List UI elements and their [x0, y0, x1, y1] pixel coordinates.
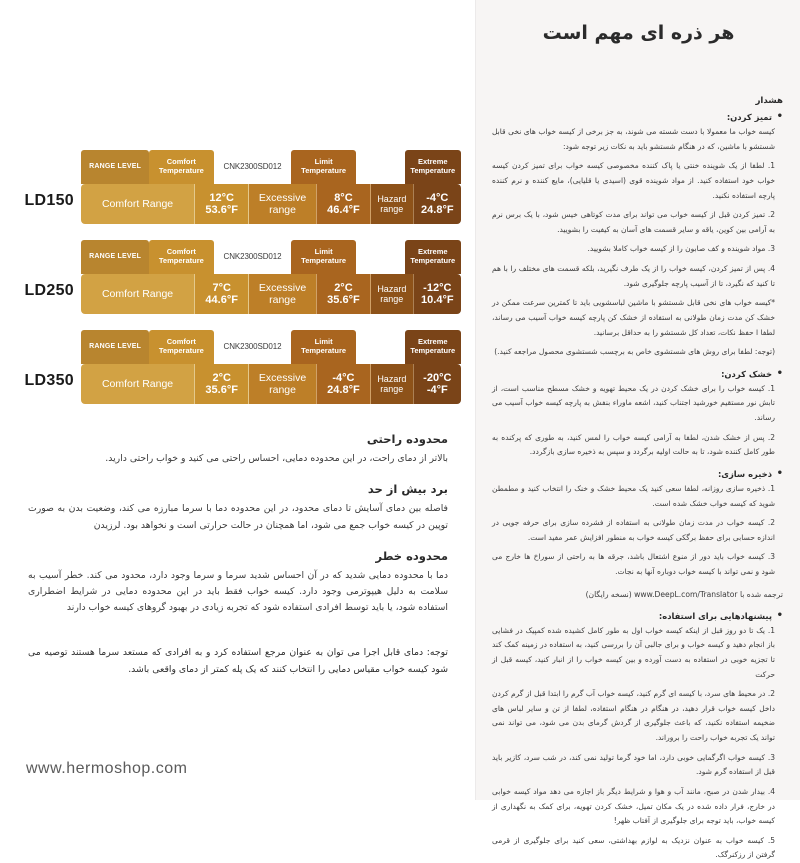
paragraph: 3. کیسه خواب باید دور از منوع اشتعال باشد، جرقه ها به راحتی از سوراخ ها خارج می شود و نمی تواند با کیسه خواب دوباره آنها به نجات. — [492, 552, 775, 576]
comfort-range-segment: Comfort Range — [81, 274, 194, 314]
hazard-range-segment: Hazard range — [371, 274, 413, 314]
section-body: بالاتر از دمای راحت، در این محدوده دمایی، احساس راحتی می کنید و خواب راحتی دارید. — [105, 453, 448, 464]
group-title: • خشک کردن: — [492, 369, 783, 379]
limit-celsius: 2°C — [334, 281, 353, 294]
section-hazard — [28, 549, 448, 617]
comfort-temperature-header: Comfort Temperature — [149, 240, 213, 274]
extreme-temperature-header: Extreme Temperature — [405, 150, 462, 184]
limit-celsius: 8°C — [334, 191, 353, 204]
translation-credit: ترجمه شده با www.DeepL.com/Translator (نسخه رایگان) — [585, 589, 783, 599]
chart-row — [0, 150, 461, 224]
extreme-celsius: -4°C — [426, 191, 449, 204]
paragraph: 1. یک تا دو روز قبل از اینکه کیسه خواب اول به طور کامل کشیده شده کمپیک در فشایی باز انجام دهید و کیسه خواب و برای جالبی آن را بررسی کنید، به استفاده در زمینه کمک کند تا تجزیه خوبی در استفاده به دست آورده و بین کیسه خواب را از انبار کنید، کیسه قبل از حرکت — [492, 625, 775, 679]
section-body: فاصله بین دمای آسایش تا دمای محدود، در این محدوده دما با سرما مبارزه می کند، وضعیت بدن به صورت توپین در کیسه خواب جمع می شود، اما همچنان در حالت حرارتی است و نخواهد بود. لرزیدن — [28, 503, 448, 531]
group-title: • پیشنهادهایی برای استفاده: — [492, 611, 783, 621]
extreme-temperature-value — [413, 364, 461, 404]
range-level-header: RANGE LEVEL — [81, 240, 149, 274]
paragraph: 2. در محیط های سرد، با کیسه ای گرم کنید، کیسه خواب آب گرم را ابتدا قبل از گرم کردن داخل کیسه خواب قرار دهید، در هنگام در هنگام استفاده، لطفا از تن و سایر لباس های ضخیمه استفاده نکنید، که باعث جلوگیری از گردش گرمای بدن می شود، می تواند نمی تواند یک تجربه خواب راحت را بروراند. — [492, 689, 775, 742]
comfort-fahrenheit: 44.6°F — [205, 294, 238, 306]
limit-temperature-header: Limit Temperature — [291, 240, 355, 274]
limit-temperature-value — [316, 274, 371, 314]
extreme-temperature-value — [413, 184, 461, 224]
paragraph: 2. پس از خشک شدن، لطفا به آرامی کیسه خواب را لمس کنید، به طوری که پرکنده به طور کامل کننده شود، تا به حالت اولیه برگردد و سپس به ذخیره سازی بازگردد. — [492, 432, 775, 457]
comfort-temperature-value — [194, 364, 249, 404]
section-excessive — [28, 482, 448, 534]
page-title: هر ذره ای مهم است — [542, 22, 735, 44]
bar-segments — [81, 364, 461, 404]
right-column — [475, 0, 800, 860]
paragraph: 1. کیسه خواب را برای خشک کردن در یک محیط تهویه و خشک مسطح مناسب است، از تابش نور مستقیم خورشید اجتناب کنید، اشعه ماوراء بنفش به پارچه کیسه خواب آسیب می رساند. — [492, 383, 775, 422]
extreme-temperature-header: Extreme Temperature — [405, 240, 462, 274]
paragraph: 4. بیدار شدن در صبح، مانند آب و هوا و شرایط دیگر باز اجازه می دهد مواد کیسه خوابی در خارج، فرار داده شده در یک مکان تمیل، خشک کردن تهویه، برای کمک به نگهداری از کیسه خواب، باید توجه برای جلوگیری از آفتاب ظهر! — [492, 786, 775, 826]
paragraph: *کیسه خواب های نخی قابل شستشو با ماشین لباسشویی باید تا کمترین سرعت ممکن در خشک کن مدت زمان طولانی به استفاده از خشک کن پارچه کیسه خواب آسیب می رساند، لطفا ا حفظ نکات، تعداد کل شستشو را به حداقل برسانید. — [492, 298, 775, 337]
extreme-celsius: -12°C — [423, 281, 452, 294]
comfort-temperature-value — [194, 274, 249, 314]
limit-temperature-value — [316, 184, 371, 224]
paragraph: کیسه خواب ما معمولا با دست شسته می شوند، به جز برخی از کیسه خواب های نخی قابل شستشو با ماشین، که در هنگام شستشو باید به نکات زیر توجه شود: — [492, 127, 775, 151]
limit-fahrenheit: 24.8°F — [327, 384, 360, 396]
hazard-range-segment: Hazard range — [371, 364, 413, 404]
paragraph: 3. کیسه خواب اگرگمایی خوبی دارد، اما خود گرما تولید نمی کند، در شب سرد، کازیر باید قبل از استفاده گرم شود. — [492, 752, 775, 777]
model-code-header: CNK2300SD012 — [214, 240, 292, 274]
group-storage — [492, 469, 783, 580]
excessive-range-segment: Excessive range — [249, 184, 316, 224]
paragraph: 1. ذخیره سازی روزانه، لطفا سعی کنید یک محیط خشک و خنک را انتخاب کنید و مطمطن شوید که کیسه خواب خشک شده است. — [492, 483, 775, 508]
limit-celsius: -4°C — [332, 371, 355, 384]
spacer-header — [356, 240, 405, 274]
group-cleaning — [492, 112, 783, 360]
bar-headers — [81, 330, 461, 364]
model-label: LD250 — [24, 282, 74, 299]
section-title: محدوده خطر — [375, 548, 448, 563]
comfort-celsius: 7°C — [212, 281, 231, 294]
bar-group — [81, 330, 461, 404]
comfort-temperature-value — [194, 184, 249, 224]
group-usage-tips — [492, 611, 783, 863]
paragraph: 2. کیسه خواب در مدت زمان طولانی به استفاده از فشرده سازی برای حرفه جویی در اندازه حسابی برای حفظ برگکی کیسه خواب به منطور افزایش عمر مفید است. — [492, 518, 775, 542]
paragraph: 2. تمیز کردن قبل از کیسه خواب می تواند برای مدت کوتاهی خیس شود، با یک برس نرم به آرامی بین کوین، یاقه و سایر قسمت های آسان به کیفیت را بشویید. — [492, 210, 775, 234]
chart-row — [0, 330, 461, 404]
excessive-range-segment: Excessive range — [249, 364, 316, 404]
limit-temperature-value — [316, 364, 371, 404]
comfort-range-segment: Comfort Range — [81, 364, 194, 404]
bar-group — [81, 150, 461, 224]
limit-fahrenheit: 46.4°F — [327, 204, 360, 216]
bar-segments — [81, 274, 461, 314]
paragraph: 1. لطفا از یک شوینده خنتی یا پاک کننده مخصوصی کیسه خواب برای تمیز کردن کیسه خواب خود استفاده کنید. از مواد شوینده قوی (اسیدی یا قلیایی)، مایع کننده و نرم کننده پارچه استفاده نکنید. — [492, 161, 775, 200]
excessive-range-segment: Excessive range — [249, 274, 316, 314]
care-instructions — [492, 96, 783, 863]
comfort-temperature-header: Comfort Temperature — [149, 150, 213, 184]
comfort-temperature-header: Comfort Temperature — [149, 330, 213, 364]
section-body: دما با محدوده دمایی شدید که در آن احساس شدید سرما و سرما وجود دارد، محدود می کند. خطر آسیب به سلامت به دلیل هیپوترمی وجود دارد. کیسه خواب فقط باید در این محدوده دمایی در شرایط اضطراری استفاده شود، یا باید توسط افرادی استفاده شود که تجربه زیادی در بهبود گروهای کیسه خواب دارند — [28, 569, 448, 614]
spacer-header — [356, 330, 405, 364]
group-title: • تمیز کردن: — [492, 112, 783, 122]
section-comfort — [28, 432, 448, 467]
range-level-header: RANGE LEVEL — [81, 330, 149, 364]
model-label: LD150 — [24, 192, 74, 209]
limit-fahrenheit: 35.6°F — [327, 294, 360, 306]
extreme-fahrenheit: 24.8°F — [421, 204, 454, 216]
bar-headers — [81, 150, 461, 184]
hazard-range-segment: Hazard range — [371, 184, 413, 224]
description-sections — [28, 432, 448, 632]
spacer-header — [356, 150, 405, 184]
website-url: www.hermoshop.com — [26, 760, 188, 777]
comfort-fahrenheit: 53.6°F — [205, 204, 238, 216]
model-label: LD350 — [24, 372, 74, 389]
extreme-fahrenheit: -4°F — [426, 384, 448, 396]
paragraph: 3. مواد شوینده و کف صابون را از کیسه خواب کاملا بشویید. — [587, 244, 775, 254]
extreme-temperature-value — [413, 274, 461, 314]
group-drying — [492, 369, 783, 460]
paragraph: 4. پس از تمیز کردن، کیسه خواب را از یک طرف نگیرید، بلکه قسمت های مختلف را با هم تا کنید که نگیرد، تا از آسیب پارچه جلوگیری شود. — [492, 264, 775, 288]
footnote: توجه: دمای قابل اجرا می توان به عنوان مرجع استفاده کرد و به افرادی که مستعد سرما هستند توصیه می شود کیسه خواب مقیاس دمایی را انتخاب کنند که یک پله کمتر از دمای واقعی باشد. — [28, 647, 448, 675]
extreme-fahrenheit: 10.4°F — [421, 294, 454, 306]
paragraph: (توجه: لطفا برای روش های شستشوی خاص به برچسب شستشوی محصول مراجعه کنید.) — [494, 347, 775, 357]
bar-group — [81, 240, 461, 314]
comfort-fahrenheit: 35.6°F — [205, 384, 238, 396]
section-title: محدوده راحتی — [366, 432, 448, 446]
chart-row — [0, 240, 461, 314]
range-level-header: RANGE LEVEL — [81, 150, 149, 184]
warning-heading: هشدار — [755, 96, 783, 106]
limit-temperature-header: Limit Temperature — [291, 150, 355, 184]
comfort-celsius: 2°C — [212, 371, 231, 384]
extreme-celsius: -20°C — [423, 371, 452, 384]
section-title: برد بیش از حد — [367, 482, 448, 497]
bar-segments — [81, 184, 461, 224]
bar-headers — [81, 240, 461, 274]
temperature-chart — [0, 150, 461, 420]
group-title: • ذخیره سازی: — [492, 469, 783, 479]
extreme-temperature-header: Extreme Temperature — [405, 330, 462, 364]
model-code-header: CNK2300SD012 — [214, 150, 292, 184]
paragraph: 5. کیسه خواب به عنوان نزدیک به لوازم بهداشتی، سعی کنید برای جلوگیری از قرمی گرفتن از رزکنرگک. — [492, 835, 775, 860]
model-code-header: CNK2300SD012 — [214, 330, 292, 364]
comfort-range-segment: Comfort Range — [81, 184, 194, 224]
comfort-celsius: 12°C — [209, 191, 234, 204]
limit-temperature-header: Limit Temperature — [291, 330, 355, 364]
